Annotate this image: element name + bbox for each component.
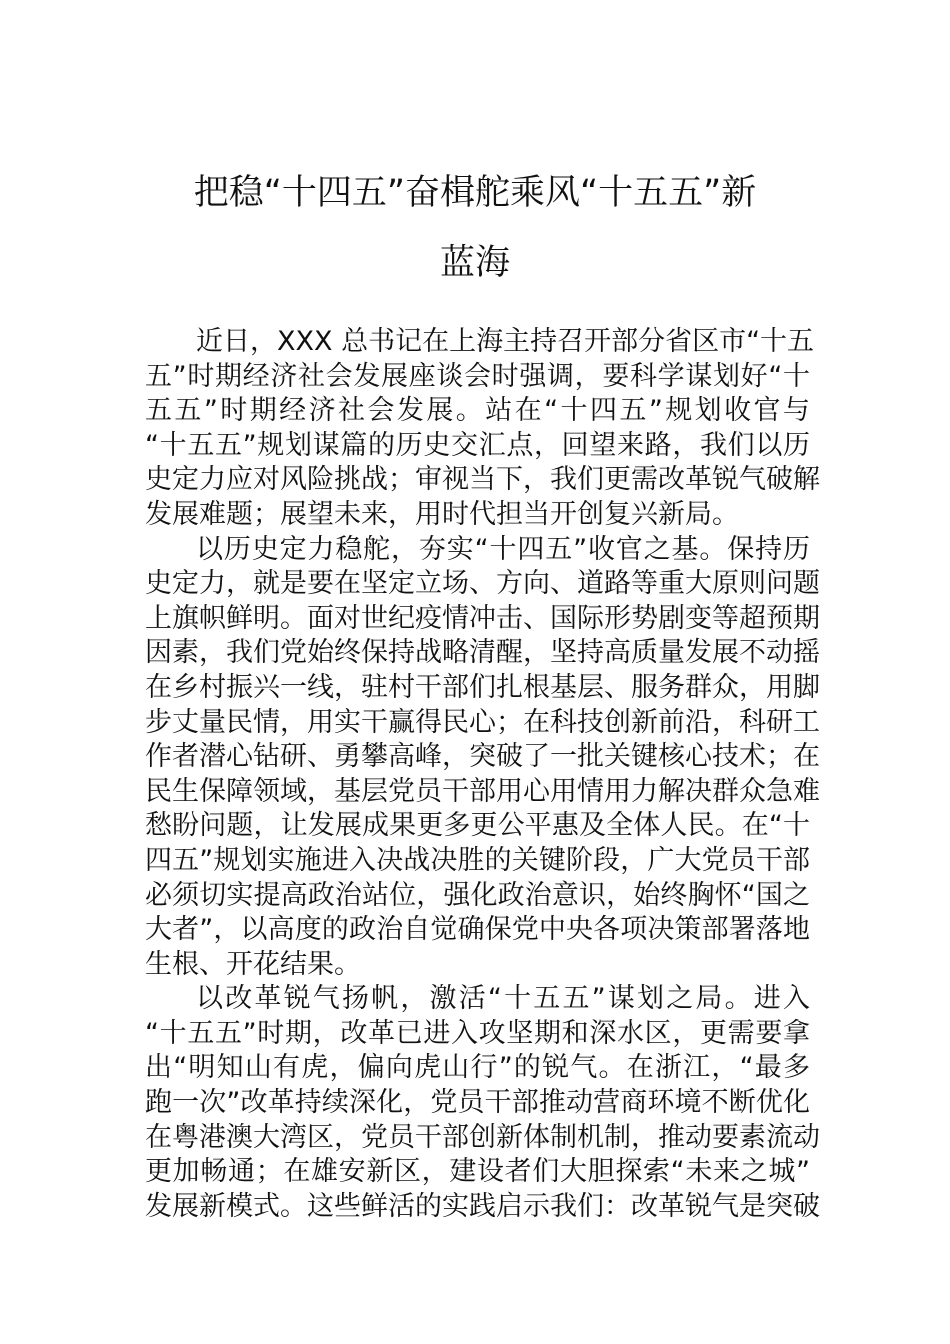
paragraph-2-line: 以历史定力稳舵，夯实“十四五”收官之基。保持历	[196, 533, 810, 565]
paragraph-2-line: 史定力，就是要在坚定立场、方向、道路等重大原则问题	[145, 568, 820, 600]
paragraph-2-line: 生根、开花结果。	[145, 948, 361, 980]
paragraph-3-line: “十五五”时期，改革已进入攻坚期和深水区，更需要拿	[145, 1017, 810, 1049]
paragraph-2-line: 步丈量民情，用实干赢得民心；在科技创新前沿，科研工	[145, 706, 820, 738]
paragraph-1-line: 发展难题；展望未来，用时代担当开创复兴新局。	[145, 498, 739, 530]
paragraph-2-line: 上旗帜鲜明。面对世纪疫情冲击、国际形势剧变等超预期	[145, 602, 820, 634]
paragraph-1-line: 史定力应对风险挑战；审视当下，我们更需改革锐气破解	[145, 464, 820, 496]
title-line-2: 蓝海	[439, 243, 510, 283]
paragraph-2-line: 必须切实提高政治站位，强化政治意识，始终胸怀“国之	[145, 879, 810, 911]
paragraph-1-line: 五五”时期经济社会发展。站在“十四五”规划收官与	[145, 395, 810, 427]
paragraph-2-line: 在乡村振兴一线，驻村干部们扎根基层、服务群众，用脚	[145, 671, 820, 703]
paragraph-2-line: 民生保障领域，基层党员干部用心用情用力解决群众急难	[145, 775, 820, 807]
paragraph-2-line: 大者”，以高度的政治自觉确保党中央各项决策部署落地	[145, 914, 810, 946]
paragraph-3-line: 以改革锐气扬帆，激活“十五五”谋划之局。进入	[196, 983, 810, 1015]
paragraph-2-line: 愁盼问题，让发展成果更多更公平惠及全体人民。在“十	[145, 810, 810, 842]
document-title	[130, 158, 820, 298]
paragraph-1-line: 近日，XXX 总书记在上海主持召开部分省区市“十五	[196, 326, 815, 357]
paragraph-3-line: 更加畅通；在雄安新区，建设者们大胆探索“未来之城”	[145, 1156, 810, 1188]
paragraph-3-line: 在粤港澳大湾区，党员干部创新体制机制，推动要素流动	[145, 1121, 820, 1153]
document-body	[145, 325, 820, 1224]
paragraph-3-line: 出“明知山有虎，偏向虎山行”的锐气。在浙江，“最多	[145, 1052, 810, 1084]
paragraph-2-line: 四五”规划实施进入决战决胜的关键阶段，广大党员干部	[145, 844, 810, 876]
paragraph-1-line: 五”时期经济社会发展座谈会时强调，要科学谋划好“十	[145, 360, 810, 392]
paragraph-2-line: 因素，我们党始终保持战略清醒，坚持高质量发展不动摇	[145, 637, 820, 669]
paragraph-2-line: 作者潜心钻研、勇攀高峰，突破了一批关键核心技术；在	[145, 741, 820, 773]
paragraph-3-line: 发展新模式。这些鲜活的实践启示我们：改革锐气是突破	[145, 1190, 820, 1222]
paragraph-3-line: 跑一次”改革持续深化，党员干部推动营商环境不断优化	[145, 1087, 810, 1119]
paragraph-1-line: “十五五”规划谋篇的历史交汇点，回望来路，我们以历	[145, 429, 810, 461]
title-line-1: 把稳“十四五”奋楫舵乘风“十五五”新	[193, 173, 757, 213]
